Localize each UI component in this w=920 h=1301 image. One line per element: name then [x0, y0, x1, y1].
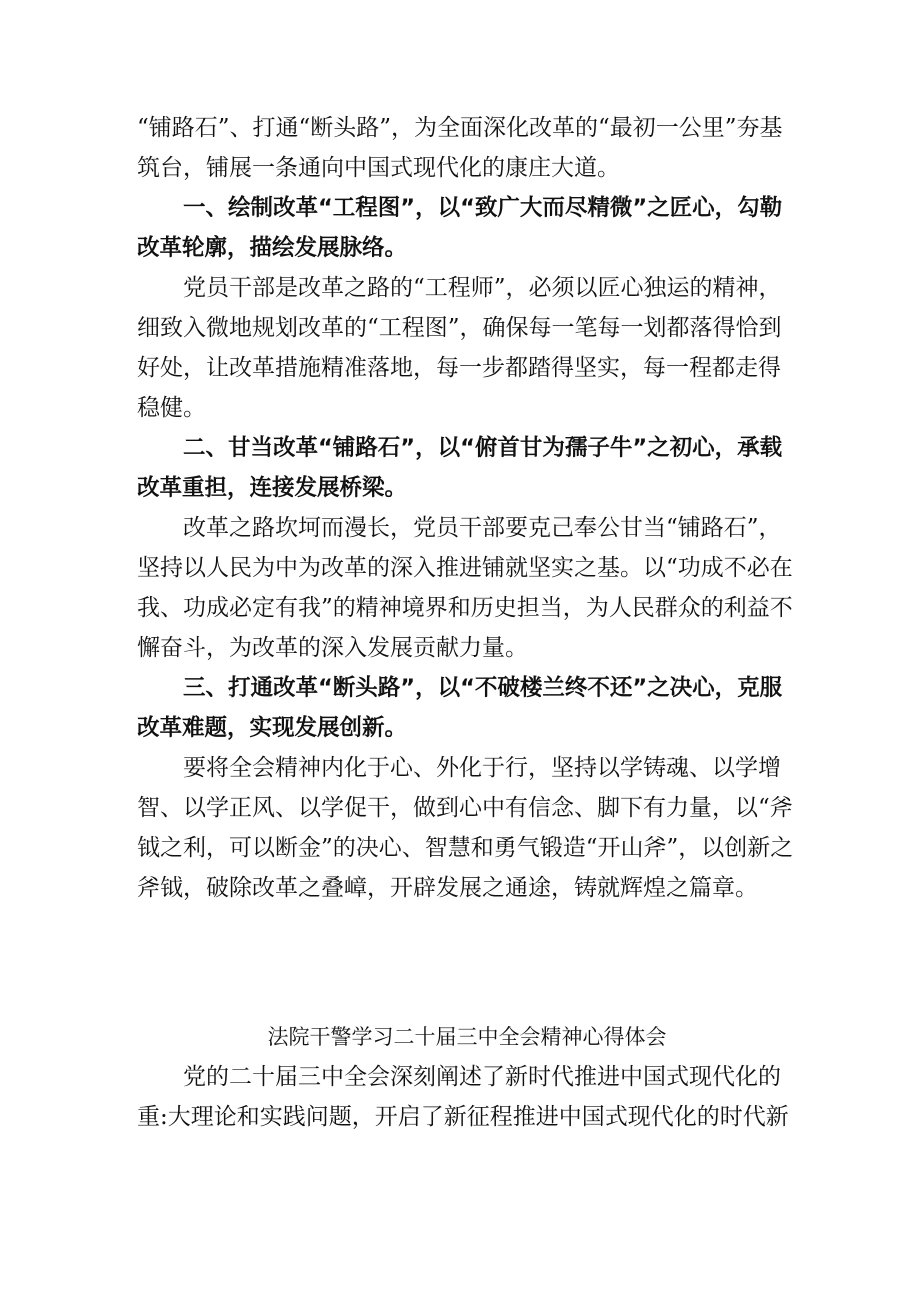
article-body [137, 108, 797, 908]
section-heading-1: 一、绘制改革“工程图”，以“致广大而尽精微”之匠心，勾勒改革轮廓，描绘发展脉络。 [137, 195, 783, 261]
intro-paragraph: “铺路石”、打通“断头路”，为全面深化改革的“最初一公里”夯基筑台，铺展一条通向中国式现代化的康庄大道。 [137, 115, 783, 181]
article-title: 法院干警学习二十届三中全会精神心得体会 [267, 1025, 667, 1049]
body-paragraph-3: 要将全会精神内化于心、外化于行，坚持以学铸魂、以学增智、以学正风、以学促干，做到心中有信念、脚下有力量，以“斧钺之利，可以断金”的决心、智慧和勇气锻造“开山斧”，以创新之斧钺，破除改革之叠嶂，开辟发展之通途，铸就辉煌之篇章。 [137, 755, 794, 901]
body-paragraph-4: 党的二十届三中全会深刻阐述了新时代推进中国式现代化的重:大理论和实践问题，开启了新征程推进中国式现代化的时代新 [137, 1064, 789, 1130]
body-paragraph-1: 党员干部是改革之路的“工程师”，必须以匠心独运的精神，细致入微地规划改革的“工程图”，确保每一笔每一划都落得恰到好处，让改革措施精准落地，每一步都踏得坚实，每一程都走得稳健。 [137, 275, 782, 421]
section-heading-3: 三、打通改革“断头路”，以“不破楼兰终不还”之决心，克服改革难题，实现发展创新。 [137, 675, 783, 741]
section-heading-2: 二、甘当改革“铺路石”，以“俯首甘为孺子牛”之初心，承载改革重担，连接发展桥梁。 [137, 435, 783, 501]
body-paragraph-2: 改革之路坎坷而漫长，党员干部要克己奉公甘当“铺路石”，坚持以人民为中为改革的深入推进铺就坚实之基。以“功成不必在我、功成必定有我”的精神境界和历史担当，为人民群众的利益不懈奋斗，为改革的深入发展贡献力量。 [137, 515, 793, 661]
article-body-2 [137, 1057, 797, 1137]
